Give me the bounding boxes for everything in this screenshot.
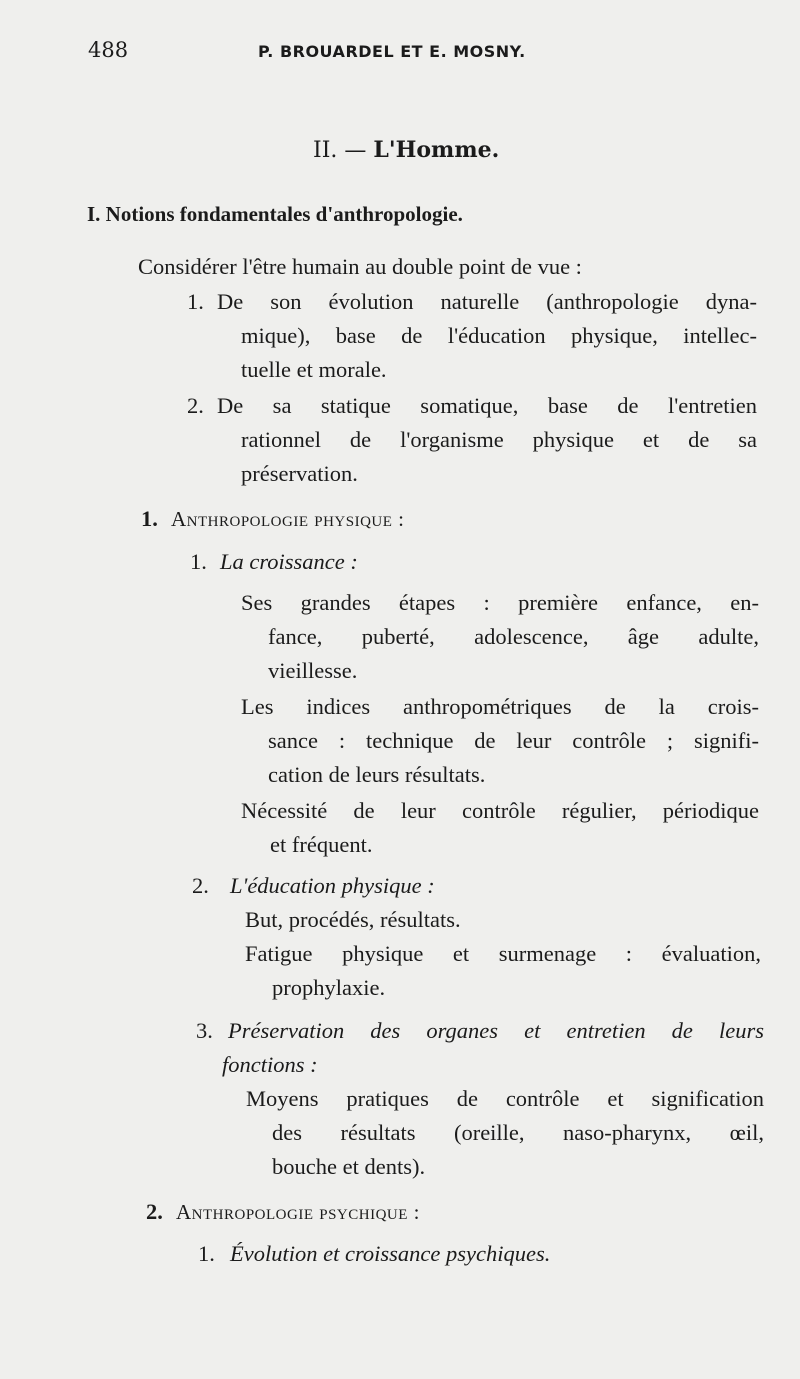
point-line: rationnel de l'organisme physique et de sa — [241, 427, 757, 452]
item-title: fonctions : — [222, 1052, 318, 1077]
chapter-prefix: II. — — [313, 138, 374, 163]
para-line: bouche et dents). — [272, 1154, 426, 1179]
item-title: Préservation des organes et entretien de leurs — [228, 1018, 764, 1043]
point-line: De son évolution naturelle (anthropologie dyna- — [217, 289, 757, 314]
item-title: La croissance : — [220, 549, 358, 574]
chapter-heading — [313, 137, 499, 163]
item-title: L'éducation physique : — [230, 873, 435, 898]
item-number: 1. — [198, 1241, 215, 1266]
page-number: 488 — [88, 38, 129, 62]
item-number: 3. — [196, 1018, 213, 1043]
para-line: fance, puberté, adolescence, âge adulte, — [268, 624, 759, 649]
para-line: Les indices anthropométriques de la crois- — [241, 694, 759, 719]
point-line: préservation. — [241, 461, 358, 486]
part-number: 2. — [146, 1199, 163, 1224]
para-line: Fatigue physique et surmenage : évaluation, — [245, 941, 761, 966]
para-line: prophylaxie. — [272, 975, 386, 1000]
intro-text: Considérer l'être humain au double point de vue : — [138, 254, 582, 279]
point-number: 1. — [187, 289, 204, 314]
para-line: cation de leurs résultats. — [268, 762, 486, 787]
section-title: I. Notions fondamentales d'anthropologie. — [87, 202, 463, 226]
point-line: mique), base de l'éducation physique, intellec- — [241, 323, 757, 348]
para-line: sance : technique de leur contrôle ; signifi- — [268, 728, 759, 753]
item-number: 2. — [192, 873, 209, 898]
part-heading: Anthropologie psychique : — [176, 1200, 421, 1224]
para-line: Nécessité de leur contrôle régulier, périodique — [241, 798, 759, 823]
para-line: Moyens pratiques de contrôle et signification — [246, 1086, 764, 1111]
para-line: et fréquent. — [270, 832, 373, 857]
para-line: Ses grandes étapes : première enfance, en- — [241, 590, 759, 615]
part-heading: Anthropologie physique : — [171, 507, 405, 531]
point-line: tuelle et morale. — [241, 357, 387, 382]
para-line: But, procédés, résultats. — [245, 907, 461, 932]
part-number: 1. — [141, 506, 158, 531]
point-number: 2. — [187, 393, 204, 418]
item-number: 1. — [190, 549, 207, 574]
item-title: Évolution et croissance psychiques. — [230, 1241, 551, 1266]
chapter-title: L'Homme. — [373, 137, 500, 163]
para-line: vieillesse. — [268, 658, 358, 683]
para-line: des résultats (oreille, naso-pharynx, œil, — [272, 1120, 764, 1145]
point-line: De sa statique somatique, base de l'entretien — [217, 393, 757, 418]
running-title: P. BROUARDEL ET E. MOSNY. — [258, 42, 526, 61]
